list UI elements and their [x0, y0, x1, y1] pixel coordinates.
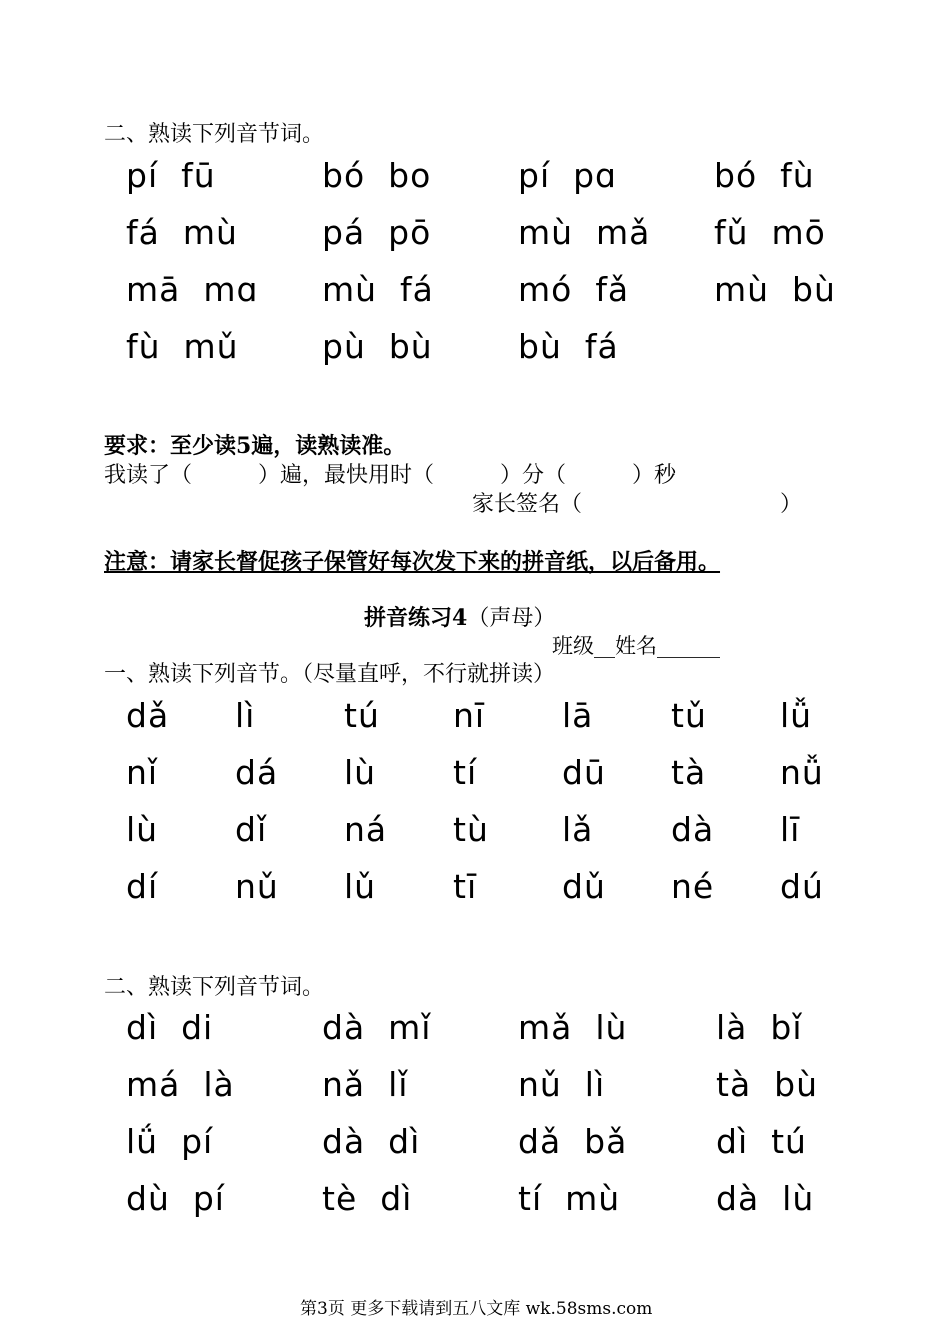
practice-title-sub: （声母）: [467, 606, 556, 631]
syllable-cell: dí: [126, 867, 159, 906]
word-cell: fù mǔ: [126, 327, 239, 366]
syllable-cell: dǐ: [235, 810, 268, 849]
syllable-cell: né: [671, 867, 715, 906]
word-cell: fǔ mō: [714, 213, 826, 252]
syllable-cell: tú: [344, 696, 380, 735]
word-cell: mó fǎ: [518, 270, 630, 309]
word-cell: dǎ bǎ: [518, 1122, 628, 1161]
word-cell: tà bù: [716, 1065, 819, 1104]
word-cell: bó bo: [322, 156, 432, 195]
syllable-cell: tà: [671, 753, 707, 792]
word-cell: pí fū: [126, 156, 216, 195]
word-cell: pí pɑ: [518, 156, 617, 195]
word-cell: lǘ pí: [126, 1122, 214, 1161]
syllable-cell: tí: [453, 753, 478, 792]
syllable-cell: lǎ: [562, 810, 594, 849]
syllable-cell: tī: [453, 867, 478, 906]
syllable-cell: dū: [562, 753, 606, 792]
word-cell: mǎ lù: [518, 1008, 628, 1047]
word-cell: tè dì: [322, 1179, 413, 1218]
syllable-cell: lǚ: [780, 696, 813, 735]
word-cell: tí mù: [518, 1179, 621, 1218]
word-cell: pù bù: [322, 327, 433, 366]
word-cell: bù fá: [518, 327, 619, 366]
section-heading-words: 二、熟读下列音节词。: [104, 122, 325, 147]
word-cell: dà dì: [322, 1122, 421, 1161]
syllable-cell: lù: [126, 810, 159, 849]
word-cell: dì di: [126, 1008, 214, 1047]
syllable-cell: lǔ: [344, 867, 377, 906]
word-cell: fá mù: [126, 213, 238, 252]
syllable-cell: nǔ: [235, 867, 279, 906]
syllable-cell: lā: [562, 696, 594, 735]
syllable-cell: nī: [453, 696, 486, 735]
syllable-cell: tù: [453, 810, 489, 849]
syllable-cell: lù: [344, 753, 377, 792]
word-cell: mù fá: [322, 270, 434, 309]
notice-text: 注意：请家长督促孩子保管好每次发下来的拼音纸，以后备用。: [104, 549, 721, 575]
word-cell: mù mǎ: [518, 213, 651, 252]
word-cell: dà lù: [716, 1179, 815, 1218]
word-cell: pá pō: [322, 213, 432, 252]
syllable-cell: lì: [235, 696, 256, 735]
requirement-title: 要求：至少读5遍，读熟读准。: [104, 433, 406, 459]
page-footer: 第3页 更多下载请到五八文库 wk.58sms.com: [300, 1299, 653, 1319]
word-cell: dà mǐ: [322, 1008, 432, 1047]
section-heading-syllables: 一、熟读下列音节。（尽量直呼，不行就拼读）: [104, 662, 556, 687]
word-cell: nǎ lǐ: [322, 1065, 409, 1104]
syllable-cell: tǔ: [671, 696, 707, 735]
class-name-line: 班级__姓名______: [552, 634, 720, 658]
syllable-cell: dú: [780, 867, 824, 906]
word-cell: bó fù: [714, 156, 815, 195]
syllable-cell: ná: [344, 810, 388, 849]
syllable-cell: dǔ: [562, 867, 606, 906]
practice-title: [364, 601, 555, 632]
syllable-cell: dá: [235, 753, 279, 792]
word-cell: dì tú: [716, 1122, 807, 1161]
syllable-cell: lī: [780, 810, 801, 849]
word-cell: dù pí: [126, 1179, 225, 1218]
reading-record-line: 我读了（ ）遍，最快用时（ ）分（ ）秒: [104, 463, 677, 488]
syllable-cell: nǚ: [780, 753, 824, 792]
word-cell: mā mɑ: [126, 270, 259, 309]
syllable-cell: dǎ: [126, 696, 170, 735]
word-cell: mù bù: [714, 270, 836, 309]
word-cell: nǔ lì: [518, 1065, 606, 1104]
practice-title-main: 拼音练习4: [364, 605, 468, 631]
syllable-cell: nǐ: [126, 753, 159, 792]
syllable-cell: dà: [671, 810, 715, 849]
word-cell: má là: [126, 1065, 235, 1104]
parent-signature-line: 家长签名（ ）: [472, 492, 803, 517]
word-cell: là bǐ: [716, 1008, 803, 1047]
section-heading-words-2: 二、熟读下列音节词。: [104, 975, 325, 1000]
